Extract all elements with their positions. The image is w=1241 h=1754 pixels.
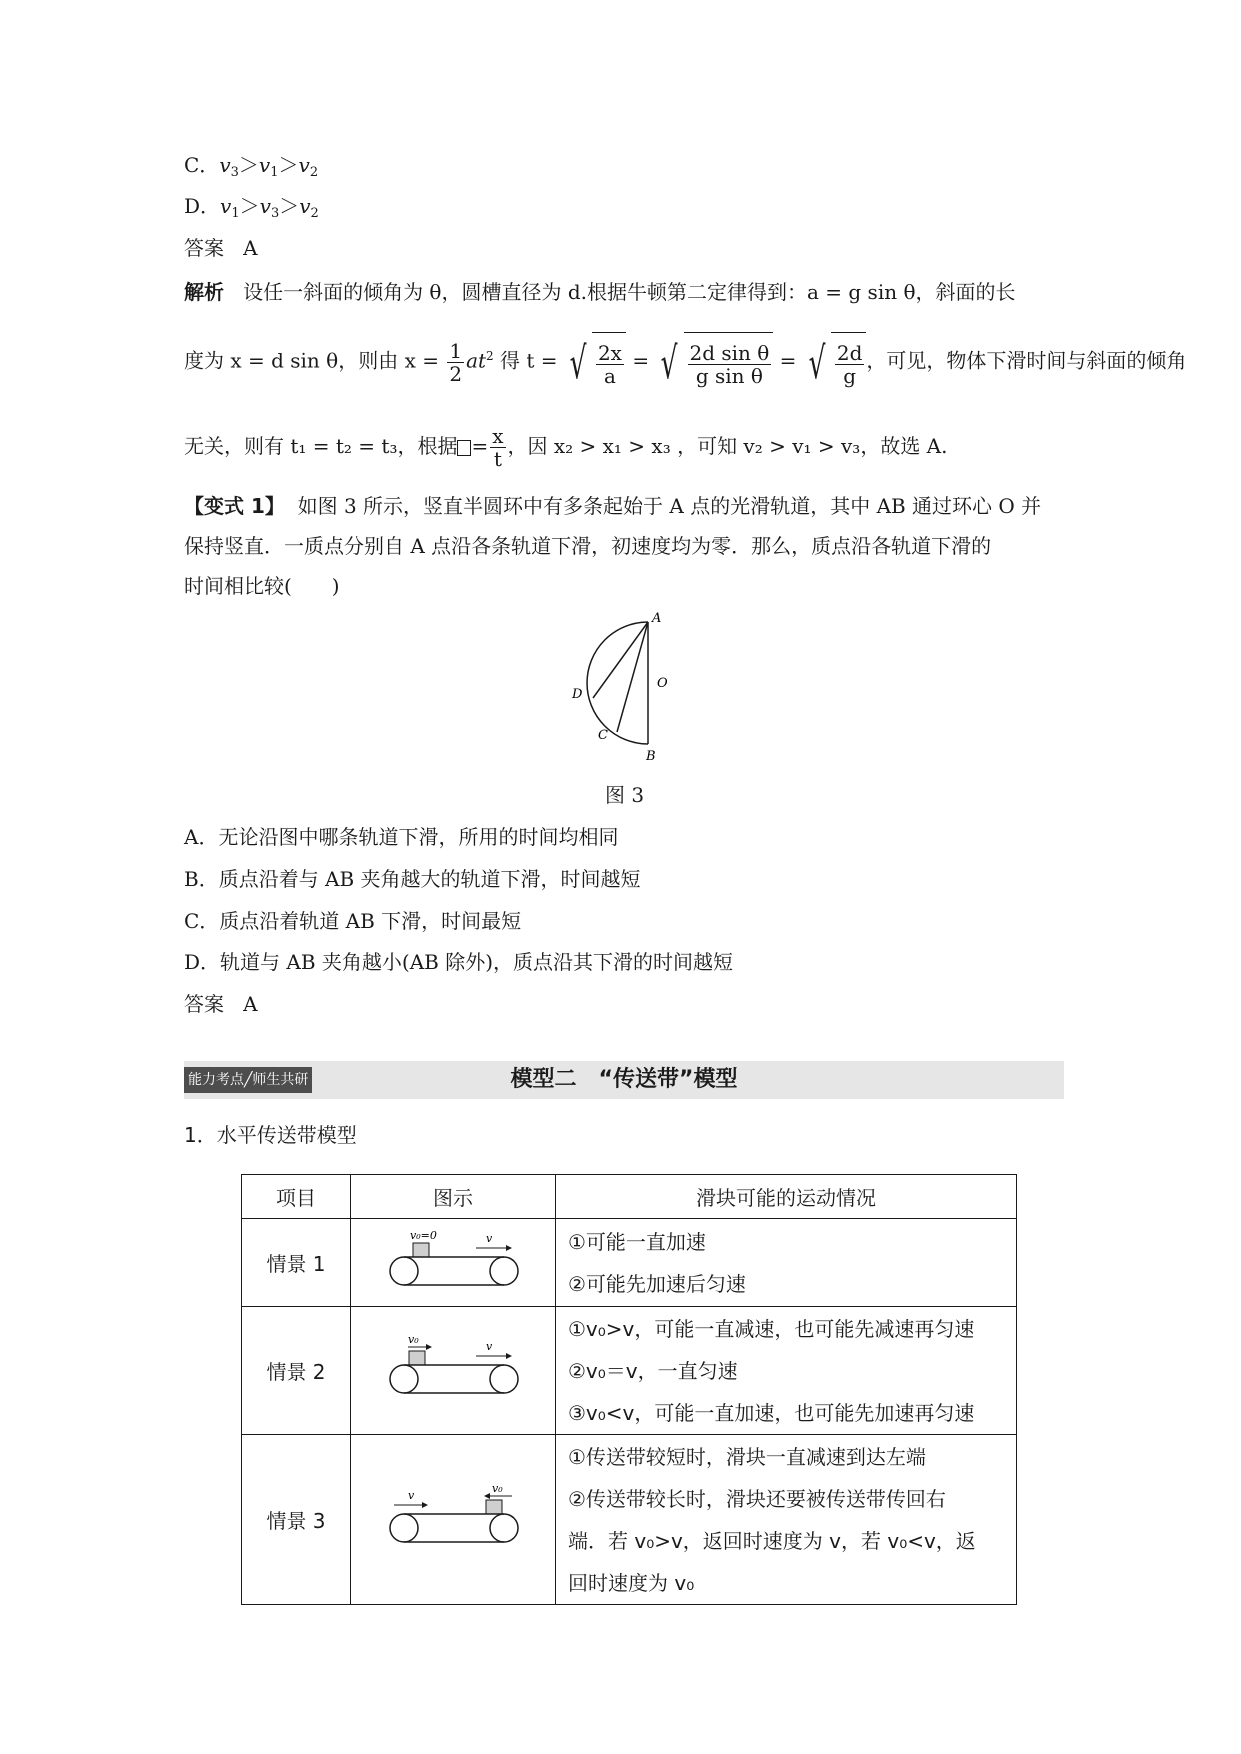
svg-text:v₀: v₀ bbox=[492, 1482, 503, 1495]
figure-3-caption: 图 3 bbox=[605, 783, 645, 807]
sqrt-1: √ $\frac{2x}{a}$ bbox=[564, 332, 626, 393]
svg-text:v₀: v₀ bbox=[408, 1333, 419, 1346]
option-d: D．轨道与 AB 夹角越小(AB 除外)，质点沿其下滑的时间越短 bbox=[184, 950, 733, 974]
option-d-prev: D．$v_1>v_3>v_2$ bbox=[184, 194, 319, 221]
sqrt-2: √ $\frac{\text{2d sin θ}}{\text{g sin θ}}$ bbox=[655, 332, 773, 393]
row-name: 情景 3 bbox=[242, 1435, 351, 1605]
row-motion: ①传送带较短时，滑块一直减速到达左端 ②传送带较长时，滑块还要被传送带传回右 端．若 v₀>v，返回时速度为 v，若 v₀<v，返 回时速度为 v₀ bbox=[556, 1435, 1017, 1605]
row-figure bbox=[351, 1307, 556, 1435]
figure-3-diagram bbox=[560, 610, 700, 760]
section-header bbox=[184, 1061, 1064, 1099]
label-D: D bbox=[572, 687, 583, 702]
belt-figure-1 bbox=[378, 1225, 528, 1295]
section-tag: 能力考点╱师生共研 bbox=[184, 1067, 312, 1093]
option-c: C．质点沿着轨道 AB 下滑，时间最短 bbox=[184, 909, 522, 933]
analysis-line-3: 无关，则有 t₁ = t₂ = t₃，根据 = $\frac{x}{t}$ ，因 x₂ > x₁ > x₃ ，可知 v₂ > v₁ > v₃，故选 A. bbox=[184, 424, 948, 471]
table-row bbox=[242, 1219, 1017, 1307]
sqrt-3: √ $\frac{2d}{g}$ bbox=[803, 332, 867, 393]
header-item: 项目 bbox=[242, 1175, 351, 1219]
header-figure: 图示 bbox=[351, 1175, 556, 1219]
label-B: B bbox=[646, 749, 656, 760]
svg-text:v: v bbox=[408, 1489, 415, 1502]
conveyor-table bbox=[241, 1174, 1017, 1605]
subheading: 1．水平传送带模型 bbox=[184, 1123, 357, 1147]
fraction-half: $\frac{1}{2}$ bbox=[449, 338, 463, 386]
answer-1: 答案 A bbox=[184, 236, 258, 260]
row-name: 情景 2 bbox=[242, 1307, 351, 1435]
svg-text:v₀=0: v₀=0 bbox=[410, 1229, 437, 1242]
belt-figure-3 bbox=[378, 1482, 528, 1552]
belt-figure-2 bbox=[378, 1333, 528, 1403]
label-C: C bbox=[598, 728, 608, 743]
section-title: 模型二 “传送带”模型 bbox=[510, 1067, 738, 1092]
svg-text:v: v bbox=[486, 1340, 493, 1353]
row-figure bbox=[351, 1219, 556, 1307]
table-header-row bbox=[242, 1175, 1017, 1219]
svg-text:v: v bbox=[486, 1232, 493, 1245]
option-b: B．质点沿着与 AB 夹角越大的轨道下滑，时间越短 bbox=[184, 867, 641, 891]
row-name: 情景 1 bbox=[242, 1219, 351, 1307]
row-motion: ①可能一直加速 ②可能先加速后匀速 bbox=[556, 1219, 1017, 1307]
label-A: A bbox=[652, 611, 662, 626]
header-motion: 滑块可能的运动情况 bbox=[556, 1175, 1017, 1219]
row-figure bbox=[351, 1435, 556, 1605]
option-c-prev: C．$v_3>v_1>v_2$ bbox=[184, 153, 319, 180]
analysis-line-2: 度为 x = d sin θ，则由 x = $\frac{1}{2}$ $at^2$ 得 t = √ $\frac{2x}{a}$ = √ $\frac{\text{2d sin θ}}{\text{g sin θ}}$ = √ $\frac{2d}{g}$ ，可见，物体下滑时间与斜面的倾角 bbox=[184, 326, 1186, 393]
row-motion: ①v₀>v，可能一直减速，也可能先减速再匀速 ②v₀＝v，一直匀速 ③v₀<v，可能一直加速，也可能先加速再匀速 bbox=[556, 1307, 1017, 1435]
table-row bbox=[242, 1435, 1017, 1605]
option-a: A．无论沿图中哪条轨道下滑，所用的时间均相同 bbox=[184, 825, 619, 849]
analysis-line-1: 解析 设任一斜面的倾角为 θ，圆槽直径为 d.根据牛顿第二定律得到：a = g sin θ，斜面的长 bbox=[184, 280, 1016, 304]
answer-2: 答案 A bbox=[184, 992, 258, 1016]
table-row bbox=[242, 1307, 1017, 1435]
label-O: O bbox=[657, 676, 668, 691]
variant-question: 【变式 1】 如图 3 所示，竖直半圆环中有多条起始于 A 点的光滑轨道，其中 AB 通过环心 O 并 保持竖直．一质点分别自 A 点沿各条轨道下滑，初速度均为零．那么，质点沿各轨道下滑的 时间相比较( ) bbox=[184, 494, 1042, 598]
